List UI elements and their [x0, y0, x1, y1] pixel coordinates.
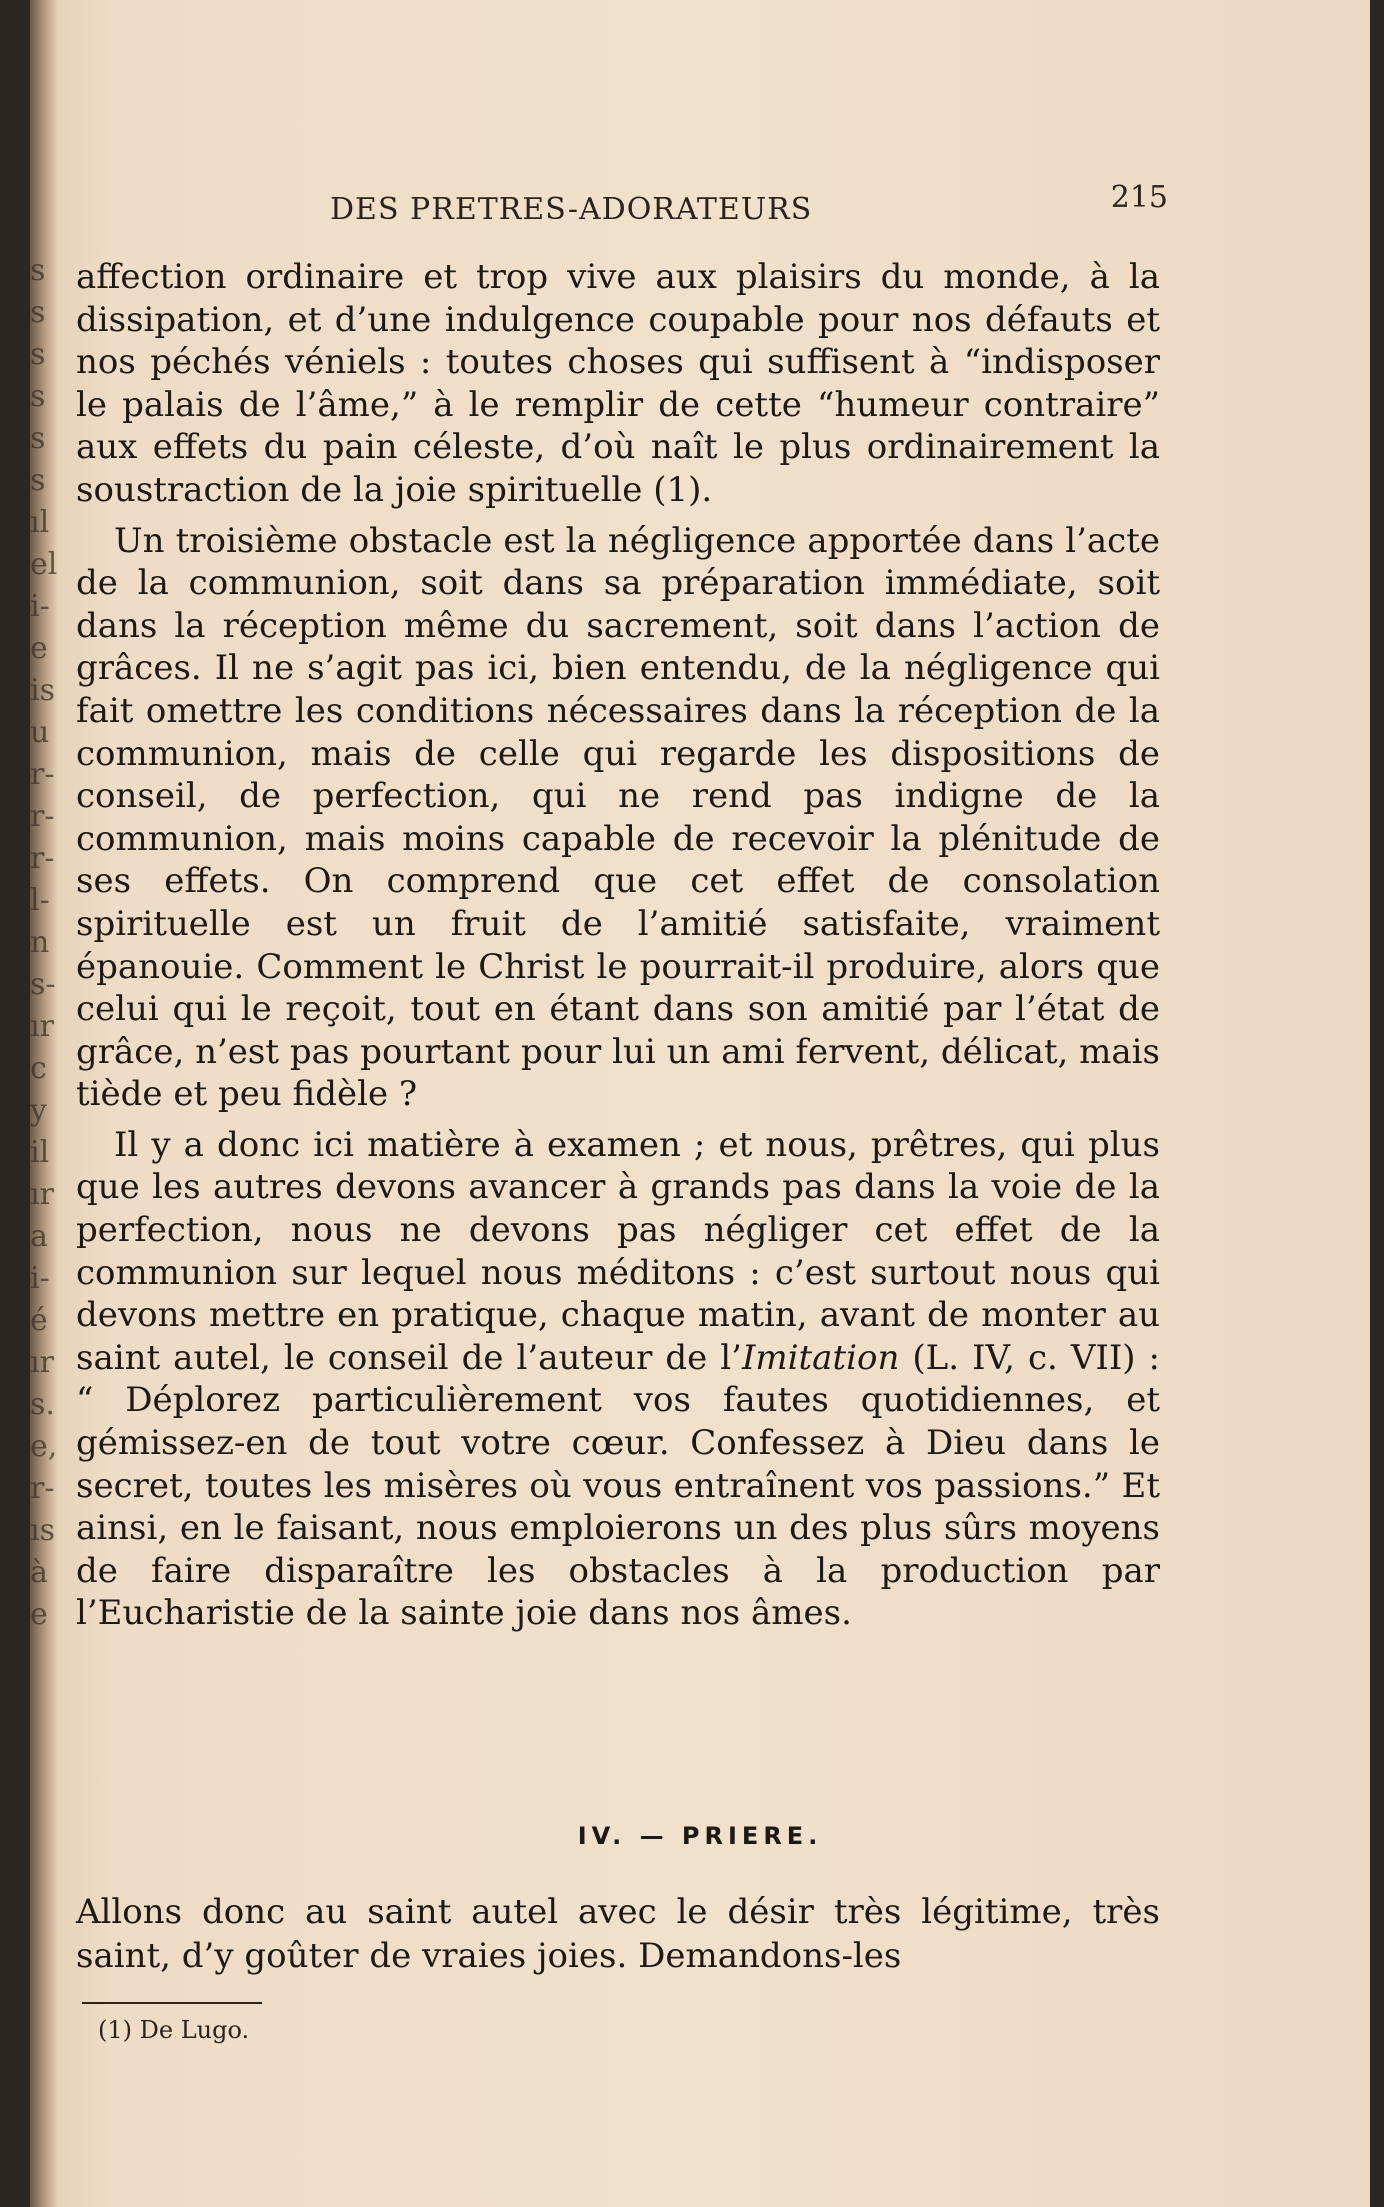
bleed-glyph: s [30, 295, 46, 330]
bleed-glyph: e [30, 631, 48, 666]
paragraph-3-part-1: Il y a donc ici matière à examen ; et nous, prêtres, qui plus que les autres devons avancer à grands pas dans la voie de la perfection, nous ne devons pas négliger cet effet de la communion sur lequel nous méditons : c’est surtout nous qui devons mettre en pratique, chaque matin, avant de monter au saint autel, le conseil de l’auteur de l’ [76, 1124, 1160, 1378]
section-paragraph: Allons donc au saint autel avec le désir très légitime, très saint, d’y goûter de vraies joies. Demandons-les [76, 1892, 1160, 1976]
bleed-glyph: s [30, 379, 46, 414]
bleed-glyph: s- [30, 967, 56, 1002]
footnote: (1) De Lugo. [98, 2016, 250, 2044]
bleed-glyph: el [30, 547, 58, 582]
bleed-glyph: ıl [30, 505, 50, 540]
paragraph-3 [76, 1124, 1160, 1635]
bleed-glyph: i- [30, 589, 50, 624]
bleed-glyph: ır [30, 1345, 54, 1380]
bleed-glyph: r- [30, 1471, 55, 1506]
book-title-imitation: Imitation [741, 1337, 900, 1378]
page-number: 215 [1110, 180, 1168, 215]
bleed-glyph: r- [30, 841, 55, 876]
footnote-rule [82, 2002, 262, 2004]
bleed-glyph: s [30, 463, 46, 498]
bleed-glyph: r- [30, 757, 55, 792]
bleed-glyph: u [30, 715, 50, 750]
bleed-glyph: e, [30, 1429, 58, 1464]
bleed-glyph: c [30, 1051, 47, 1086]
bleed-glyph: a [30, 1219, 48, 1254]
bleed-glyph: s [30, 253, 46, 288]
bleed-glyph: n [30, 925, 50, 960]
paragraph-2: Un troisième obstacle est la négligence apportée dans l’acte de la communion, soit dans sa préparation immédiate, soit dans la réception même du sacrement, soit dans l’action de grâces. Il ne s’agit pas ici, bien entendu, de la négligence qui fait omettre les conditions nécessaires dans la réception de la communion, mais de celle qui regarde les dispositions de conseil, de perfection, qui ne rend pas indigne de la communion, mais moins capable de recevoir la plénitude de ses effets. On comprend que cet effet de consolation spirituelle est un fruit de l’amitié satisfaite, vraiment épanouie. Comment le Christ le pourrait-il produire, alors que celui qui le reçoit, tout en étant dans son amitié par l’état de grâce, n’est pas pourtant pour lui un ami fervent, délicat, mais tiède et peu fidèle ? [76, 520, 1160, 1115]
bleed-glyph: s [30, 421, 46, 456]
bleed-glyph: y [30, 1093, 47, 1128]
bleed-glyph: ır [30, 1009, 54, 1044]
bleed-glyph: i- [30, 1261, 50, 1296]
book-page [30, 0, 1370, 2207]
bleed-glyph: l- [30, 883, 50, 918]
bleed-glyph: s [30, 337, 46, 372]
section-body [76, 1890, 1160, 2044]
bleed-glyph: r- [30, 799, 55, 834]
bleed-glyph: il [30, 1135, 50, 1170]
bleed-glyph: is [30, 673, 55, 708]
page-header [330, 178, 1168, 228]
bleed-glyph: à [30, 1555, 48, 1590]
bleed-glyph: ıs [30, 1513, 55, 1548]
bleed-glyph: s. [30, 1387, 55, 1422]
section-heading: IV. — PRIERE. [577, 1822, 823, 1850]
bleed-glyph: e [30, 1597, 48, 1632]
bleed-glyph: é [30, 1303, 48, 1338]
paragraph-3-part-2: (L. IV, c. VII) : “ Déplorez particulièrement vos fautes quotidiennes, et gémissez-en de tout votre cœur. Confessez à Dieu dans le secret, toutes les misères où vous entraînent vos passions.” Et ainsi, en le faisant, nous emploierons un des plus sûrs moyens de faire disparaître les obstacles à la production par l’Eucharistie de la sainte joie dans nos âmes. [76, 1337, 1160, 1634]
page-body [76, 256, 1160, 1635]
paragraph-1: affection ordinaire et trop vive aux plaisirs du monde, à la dissipation, et d’une indulgence coupable pour nos défauts et nos péchés véniels : toutes choses qui suffisent à “indisposer le palais de l’âme,” à le remplir de cette “humeur contraire” aux effets du pain céleste, d’où naît le plus ordinairement la soustraction de la joie spirituelle (1). [76, 257, 1160, 510]
bleed-glyph: ır [30, 1177, 54, 1212]
running-head: DES PRETRES-ADORATEURS [330, 192, 813, 227]
